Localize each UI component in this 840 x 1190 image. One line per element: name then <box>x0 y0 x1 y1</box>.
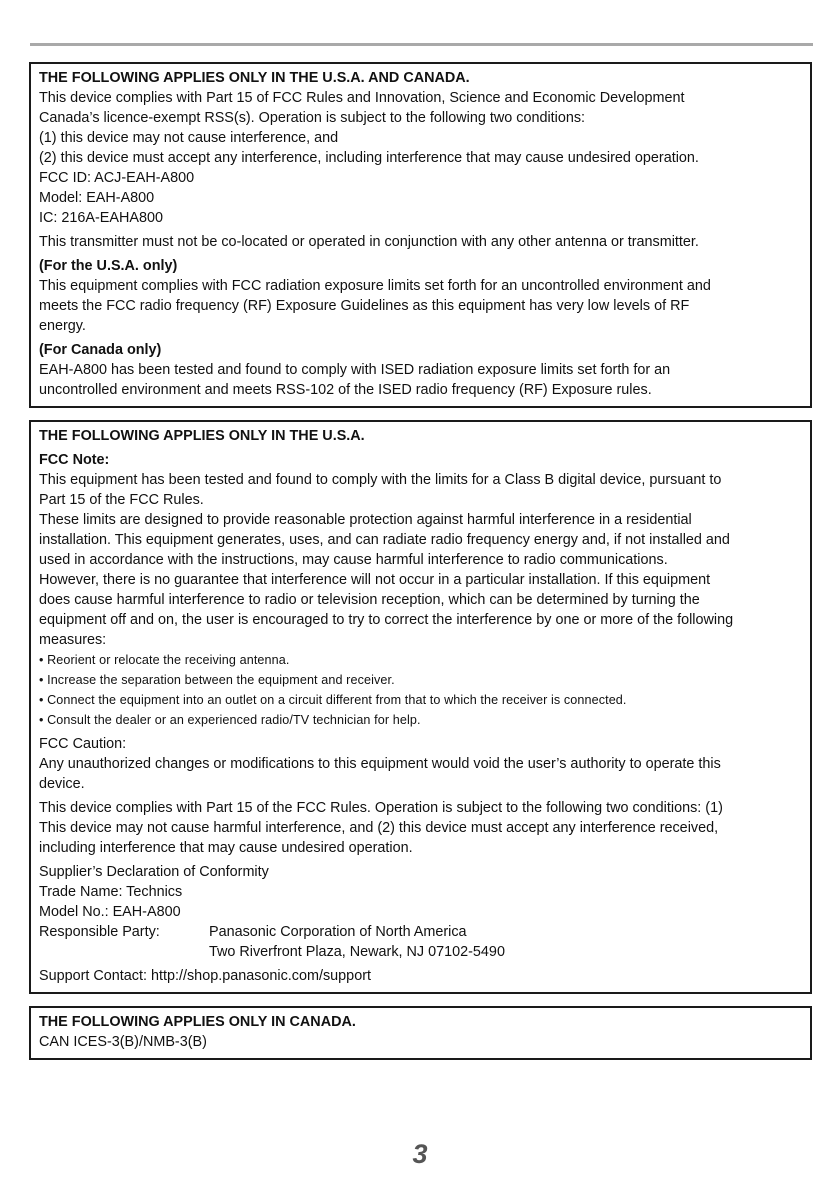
fcc-note-line: These limits are designed to provide reasonable protection against harmful interference in a residential <box>39 512 692 528</box>
top-divider <box>30 43 813 46</box>
measure-bullet: • Increase the separation between the equipment and receiver. <box>39 673 395 687</box>
responsible-party-label: Responsible Party: <box>39 924 160 940</box>
usa-canada-line: (1) this device may not cause interference, and <box>39 130 339 146</box>
page-number: 3 <box>412 1139 428 1169</box>
fcc-note-line: does cause harmful interference to radio or television reception, which can be determined by turning the <box>39 592 700 608</box>
fcc-id: FCC ID: ACJ-EAH-A800 <box>39 170 195 186</box>
model-number: Model No.: EAH-A800 <box>39 904 181 920</box>
usa-canada-line: This device complies with Part 15 of FCC Rules and Innovation, Science and Economic Development <box>39 90 685 106</box>
usa-only-line: meets the FCC radio frequency (RF) Exposure Guidelines as this equipment has very low levels of RF <box>39 298 690 314</box>
fcc-note-line: This equipment has been tested and found to comply with the limits for a Class B digital device, pursuant to <box>39 472 722 488</box>
fcc-caution-line: device. <box>39 776 85 792</box>
canada-heading: THE FOLLOWING APPLIES ONLY IN CANADA. <box>39 1014 356 1030</box>
fcc-note-line: equipment off and on, the user is encouraged to try to correct the interference by one or more of the following <box>39 612 734 628</box>
sdoc-title: Supplier’s Declaration of Conformity <box>39 864 269 880</box>
model: Model: EAH-A800 <box>39 190 155 206</box>
canada-only-line: EAH-A800 has been tested and found to comply with ISED radiation exposure limits set forth for an <box>39 362 671 378</box>
usa-only-line: This equipment complies with FCC radiation exposure limits set forth for an uncontrolled environment and <box>39 278 711 294</box>
compliance-line: This device complies with Part 15 of the FCC Rules. Operation is subject to the following two conditions: (1) <box>39 800 723 816</box>
fcc-note-heading: FCC Note: <box>39 452 110 468</box>
responsible-party-address: Two Riverfront Plaza, Newark, NJ 07102-5490 <box>209 944 505 960</box>
usa-only-line: energy. <box>39 318 86 334</box>
ic-number: IC: 216A-EAHA800 <box>39 210 163 226</box>
responsible-party-name: Panasonic Corporation of North America <box>209 924 467 940</box>
fcc-note-line: used in accordance with the instructions, may cause harmful interference to radio communications. <box>39 552 668 568</box>
canada-ices-line: CAN ICES-3(B)/NMB-3(B) <box>39 1034 207 1050</box>
fcc-note-line: Part 15 of the FCC Rules. <box>39 492 204 508</box>
usa-canada-section <box>29 62 812 408</box>
compliance-line: This device may not cause harmful interference, and (2) this device must accept any interference received, <box>39 820 719 836</box>
transmitter-notice: This transmitter must not be co-located or operated in conjunction with any other antenna or transmitter. <box>39 234 699 250</box>
usa-only-heading: (For the U.S.A. only) <box>39 258 178 274</box>
fcc-caution-heading: FCC Caution: <box>39 736 127 752</box>
measure-bullet: • Connect the equipment into an outlet on a circuit different from that to which the receiver is connected. <box>39 693 627 707</box>
canada-only-heading: (For Canada only) <box>39 342 162 358</box>
usa-section <box>29 420 812 994</box>
support-contact: Support Contact: http://shop.panasonic.com/support <box>39 968 371 984</box>
usa-canada-line: Canada’s licence-exempt RSS(s). Operation is subject to the following two conditions: <box>39 110 586 126</box>
measure-bullet: • Consult the dealer or an experienced radio/TV technician for help. <box>39 713 421 727</box>
compliance-line: including interference that may cause undesired operation. <box>39 840 413 856</box>
canada-section <box>29 1006 812 1060</box>
responsible-party <box>39 922 802 962</box>
usa-heading: THE FOLLOWING APPLIES ONLY IN THE U.S.A. <box>39 428 365 444</box>
measure-bullet: • Reorient or relocate the receiving antenna. <box>39 653 290 667</box>
trade-name: Trade Name: Technics <box>39 884 183 900</box>
fcc-caution-line: Any unauthorized changes or modifications to this equipment would void the user’s authority to operate this <box>39 756 721 772</box>
fcc-note-line: installation. This equipment generates, uses, and can radiate radio frequency energy and, if not installed and <box>39 532 730 548</box>
usa-canada-heading: THE FOLLOWING APPLIES ONLY IN THE U.S.A. AND CANADA. <box>39 70 470 86</box>
fcc-note-line: measures: <box>39 632 107 648</box>
fcc-note-line: However, there is no guarantee that interference will not occur in a particular installation. If this equipment <box>39 572 711 588</box>
usa-canada-line: (2) this device must accept any interference, including interference that may cause undesired operation. <box>39 150 699 166</box>
canada-only-line: uncontrolled environment and meets RSS-102 of the ISED radio frequency (RF) Exposure rules. <box>39 382 652 398</box>
